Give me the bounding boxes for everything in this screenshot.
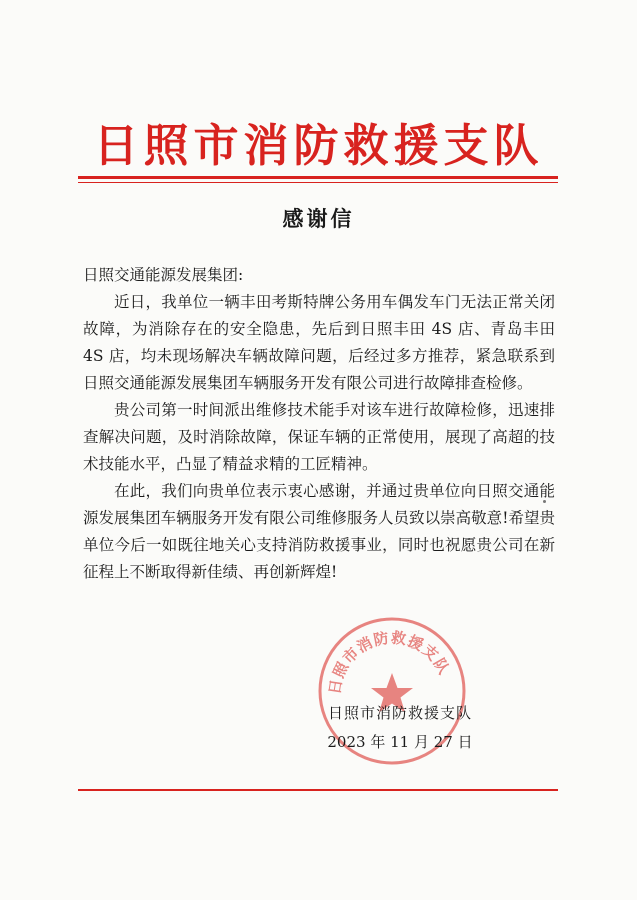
signature-org: 日照市消防救援支队 — [327, 704, 472, 722]
salutation: 日照交通能源发展集团: — [83, 266, 244, 284]
letterhead-org-name: 日照市消防救援支队 — [93, 119, 544, 172]
scan-speck — [543, 500, 546, 503]
letter-title: 感谢信 — [282, 207, 355, 231]
body-paragraph-3: 在此，我们向贵单位表示衷心感谢，并通过贵单位向日照交通能源发展集团车辆服务开发有限公司维修服务人员致以崇高敬意!希望贵单位今后一如既往地关心支持消防救援事业，同时也祝愿贵公司在新征程上不断取得新佳绩、再创新辉煌! — [83, 482, 555, 581]
signature-date: 2023 年 11 月 27 日 — [327, 733, 473, 751]
letterhead-divider-thin — [78, 182, 558, 183]
letter-body — [83, 262, 555, 586]
seal-text: 日照市消防救援支队 — [325, 628, 454, 696]
footer-divider — [78, 789, 558, 791]
body-paragraph-1: 近日，我单位一辆丰田考斯特牌公务用车偶发车门无法正常关闭故障，为消除存在的安全隐患，先后到日照丰田 4S 店、青岛丰田 4S 店，均未现场解决车辆故障问题，后经过多方推荐，紧急联系到日照交通能源发展集团车辆服务开发有限公司进行故障排查检修。 — [83, 293, 555, 392]
letterhead-divider-thick — [78, 176, 558, 179]
body-paragraph-2: 贵公司第一时间派出维修技术能手对该车进行故障检修，迅速排查解决问题，及时消除故障，保证车辆的正常使用，展现了高超的技术技能水平，凸显了精益求精的工匠精神。 — [83, 401, 555, 473]
